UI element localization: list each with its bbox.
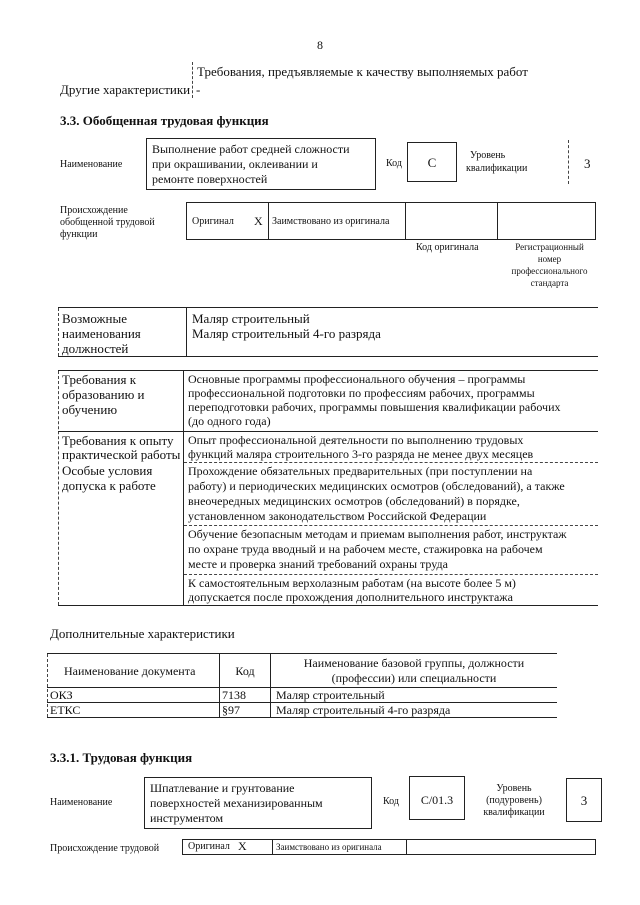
tf-level-box [566, 778, 602, 822]
experience-label: Требования к опыту [62, 433, 174, 448]
gtf-origin-table [186, 202, 596, 240]
gtf-level-label: Уровень [470, 150, 506, 161]
header-doc: Наименование документа [64, 664, 196, 678]
gtf-code-original-caption: Код оригинала [416, 242, 479, 253]
divider [184, 574, 598, 575]
gtf-origin-label: обобщенной трудовой [60, 217, 155, 228]
gtf-level-label: квалификации [466, 163, 528, 174]
tf-name-line: поверхностей механизированным [150, 796, 323, 810]
divider [270, 654, 271, 717]
education-label: Требования к [62, 372, 137, 387]
tf-level-label: квалификации [483, 807, 545, 818]
divider [58, 308, 59, 356]
divider [186, 308, 187, 356]
row-name: Маляр строительный [276, 688, 385, 702]
tf-code-label: Код [383, 796, 399, 807]
tf-level-label: (подуровень) [486, 795, 542, 806]
gtf-reg-caption: профессионального [511, 266, 588, 276]
row-code: §97 [222, 703, 240, 717]
divider [184, 462, 598, 463]
education-text: профессиональной подготовки по профессиям рабочих, программы [188, 386, 535, 400]
special-text: Прохождение обязательных предварительных (при поступлении на [188, 464, 533, 478]
tf-level-label: Уровень [496, 783, 532, 794]
section-heading-gtf: 3.3. Обобщенная трудовая функция [60, 113, 269, 128]
divider [58, 605, 598, 606]
row-code: 7138 [222, 688, 246, 702]
divider [58, 431, 598, 432]
positions-label: должностей [62, 341, 129, 356]
special-text: месте и проверка знаний требований охраны труда [188, 557, 448, 571]
tf-level-value: 3 [580, 793, 588, 808]
divider [183, 371, 184, 605]
education-label: образованию и [62, 387, 145, 402]
special-text: установленном законодательством Российской Федерации [188, 509, 487, 523]
section-heading-tf: 3.3.1. Трудовая функция [50, 750, 193, 765]
divider [58, 356, 598, 357]
divider [272, 839, 273, 855]
divider [405, 202, 406, 240]
divider [497, 202, 498, 240]
special-label: допуска к работе [62, 478, 156, 493]
divider [58, 370, 598, 371]
tf-origin-label: Происхождение трудовой [50, 843, 160, 854]
tf-name-line: инструментом [150, 811, 224, 825]
gtf-reg-caption: Регистрационный [515, 242, 584, 252]
gtf-name-label: Наименование [60, 159, 123, 170]
experience-text: Опыт профессиональной деятельности по выполнению трудовых [188, 433, 524, 447]
tf-original-label: Оригинал [188, 841, 230, 852]
education-text: Основные программы профессионального обучения – программы [188, 372, 526, 386]
divider [406, 839, 407, 855]
gtf-reg-caption: стандарта [530, 278, 569, 288]
gtf-code-box [407, 142, 457, 182]
gtf-name-box [146, 138, 376, 190]
gtf-origin-label: функции [60, 229, 98, 240]
education-text: (до одного года) [188, 414, 271, 428]
divider [47, 717, 557, 718]
divider [268, 202, 269, 240]
special-text: Обучение безопасным методам и приемам выполнения работ, инструктаж [188, 527, 567, 541]
gtf-reg-caption: номер [537, 254, 562, 264]
experience-text: функций маляра строительного 3-го разряда не менее двух месяцев [188, 447, 534, 461]
divider [47, 654, 48, 717]
tf-name-box [144, 777, 372, 829]
other-characteristics-label: Другие характеристики [60, 82, 191, 97]
tf-borrowed-label: Заимствовано из оригинала [276, 842, 382, 852]
divider [47, 653, 557, 654]
gtf-code-value: С [427, 155, 437, 170]
header-name: (профессии) или специальности [331, 671, 497, 685]
positions-label: наименования [62, 326, 141, 341]
header-name: Наименование базовой группы, должности [303, 656, 525, 670]
special-text: работу) и периодических медицинских осмотров (обследований), а также [188, 479, 565, 493]
divider [568, 140, 569, 184]
gtf-name-line: ремонте поверхностей [152, 172, 268, 186]
page-number: 8 [317, 38, 323, 52]
gtf-original-label: Оригинал [192, 216, 234, 227]
position-item: Маляр строительный 4-го разряда [192, 326, 381, 341]
position-item: Маляр строительный [192, 311, 310, 326]
tf-name-line: Шпатлевание и грунтование [150, 781, 295, 795]
row-name: Маляр строительный 4-го разряда [276, 703, 451, 717]
tf-original-mark: X [238, 839, 247, 853]
education-label: обучению [62, 402, 118, 417]
other-characteristics-value: - [196, 82, 201, 97]
gtf-level-value: 3 [584, 156, 591, 171]
gtf-borrowed-label: Заимствовано из оригинала [272, 216, 390, 227]
special-text: допускается после прохождения дополнительного инструктажа [188, 590, 513, 604]
header-code: Код [235, 664, 255, 678]
additional-title: Дополнительные характеристики [50, 626, 235, 641]
gtf-name-line: Выполнение работ средней сложности [152, 142, 350, 156]
gtf-code-label: Код [386, 158, 402, 169]
tf-name-label: Наименование [50, 797, 113, 808]
row-doc: ЕТКС [50, 703, 81, 717]
tf-code-value: С/01.3 [420, 793, 454, 807]
quality-requirements-text: Требования, предъявляемые к качеству выполняемых работ [197, 64, 528, 79]
gtf-original-mark: X [254, 214, 263, 228]
experience-label: практической работы [62, 447, 181, 462]
divider [58, 307, 598, 308]
special-text: по охране труда вводный и на рабочем месте, стажировка на рабочем [188, 542, 543, 556]
divider [58, 371, 59, 605]
special-text: К самостоятельным верхолазным работам (на высоте более 5 м) [188, 576, 516, 590]
divider [192, 62, 193, 98]
education-text: переподготовки рабочих, программы повышения квалификации рабочих [188, 400, 561, 414]
special-text: внеочередных медицинских осмотров (обследований) в порядке, [188, 494, 520, 508]
positions-label: Возможные [62, 311, 127, 326]
tf-code-box [409, 776, 465, 820]
gtf-origin-label: Происхождение [60, 205, 128, 216]
row-doc: ОКЗ [50, 688, 73, 702]
gtf-name-line: при окрашивании, оклеивании и [152, 157, 318, 171]
divider [184, 525, 598, 526]
special-label: Особые условия [62, 463, 153, 478]
